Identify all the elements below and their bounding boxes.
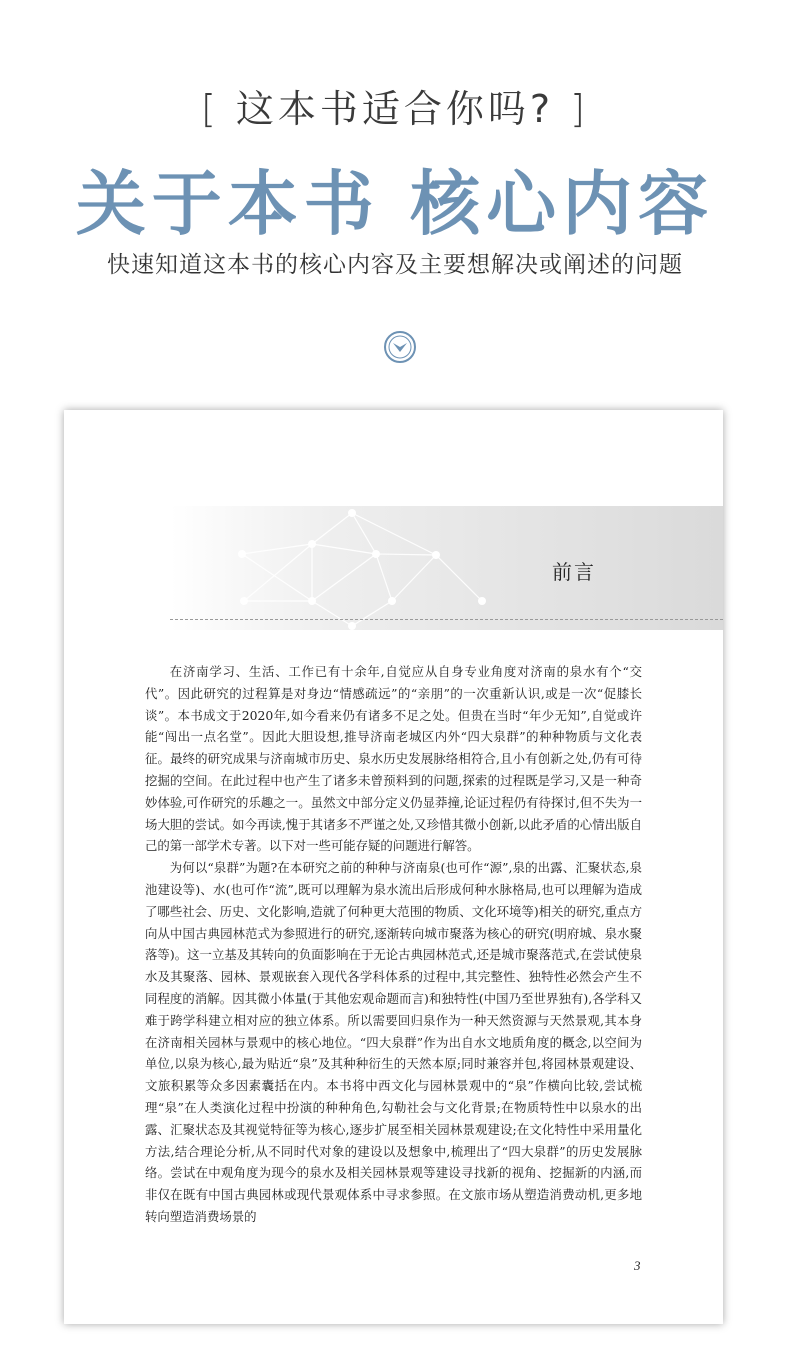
kicker-text: 这本书适合你吗?	[235, 87, 555, 131]
bracket-open: [	[200, 87, 220, 131]
section-title: 前言	[552, 560, 596, 584]
book-page	[64, 410, 723, 1324]
chevron-down-circle-icon	[383, 330, 417, 364]
divider	[170, 619, 723, 620]
page-subtitle: 快速知道这本书的核心内容及主要想解决或阐述的问题	[107, 252, 683, 278]
page-title: 关于本书 核心内容	[75, 162, 715, 245]
paragraph: 在济南学习、生活、工作已有十余年,自觉应从自身专业角度对济南的泉水有个“交代”。因此研究的过程算是对身边“情感疏远”的“亲朋”的一次重新认识,或是一次“促膝长谈”。本书成文于2020年,如今看来仍有诸多不足之处。但贵在当时“年少无知”,自觉或许能“闯出一点名堂”。因此大胆设想,推导济南老城区内外“四大泉群”的种种物质与文化表征。最终的研究成果与济南城市历史、泉水历史发展脉络相符合,且小有创新之处,仍有可待挖掘的空间。在此过程中也产生了诸多未曾预料到的问题,探索的过程既是学习,又是一种奇妙体验,可作研究的乐趣之一。虽然文中部分定义仍显莽撞,论证过程仍有待探讨,但不失为一场大胆的尝试。如今再读,愧于其诸多不严谨之处,又珍惜其微小创新,以此矛盾的心情出版自己的第一部学术专著。以下对一些可能存疑的问题进行解答。	[145, 664, 642, 854]
preface-body	[145, 661, 642, 1228]
kicker-heading	[0, 78, 790, 133]
page-number: 3	[634, 1258, 641, 1273]
paragraph: 为何以“泉群”为题?在本研究之前的种种与济南泉(也可作“源”,泉的出露、汇聚状态,泉池建设等)、水(也可作“流”,既可以理解为泉水流出后形成何种水脉格局,也可以理解为造成了哪些社会、历史、文化影响,造就了何种更大范围的物质、文化环境等)相关的研究,重点方向从中国古典园林范式为参照进行的研究,逐渐转向城市聚落为核心的研究(明府城、泉水聚落等)。这一立基及其转向的负面影响在于无论古典园林范式,还是城市聚落范式,在尝试使泉水及其聚落、园林、景观嵌套入现代各学科体系的过程中,其完整性、独特性必然会产生不同程度的消解。因其微小体量(于其他宏观命题而言)和独特性(中国乃至世界独有),各学科又难于跨学科建立相对应的独立体系。所以需要回归泉作为一种天然资源与天然景观,其本身在济南相关园林与景观中的核心地位。“四大泉群”作为出自水文地质角度的概念,以空间为单位,以泉为核心,最为贴近“泉”及其种种衍生的天然本原;同时兼容并包,将园林景观建设、文旅积累等众多因素囊括在内。本书将中西文化与园林景观中的“泉”作横向比较,尝试梳理“泉”在人类演化过程中扮演的种种角色,勾勒社会与文化背景;在物质特性中以泉水的出露、汇聚状态及其视觉特征等为核心,逐步扩展至相关园林景观建设;在文化特性中采用量化方法,结合理论分析,从不同时代对象的建设以及想象中,梳理出了“四大泉群”的历史发展脉络。尝试在中观角度为现今的泉水及相关园林景观等建设寻找新的视角、挖掘新的内涵,而非仅在既有中国古典园林或现代景观体系中寻求参照。在文旅市场从塑造消费动机,更多地转向塑造消费场景的	[145, 860, 642, 1224]
bracket-close: ]	[570, 87, 589, 131]
